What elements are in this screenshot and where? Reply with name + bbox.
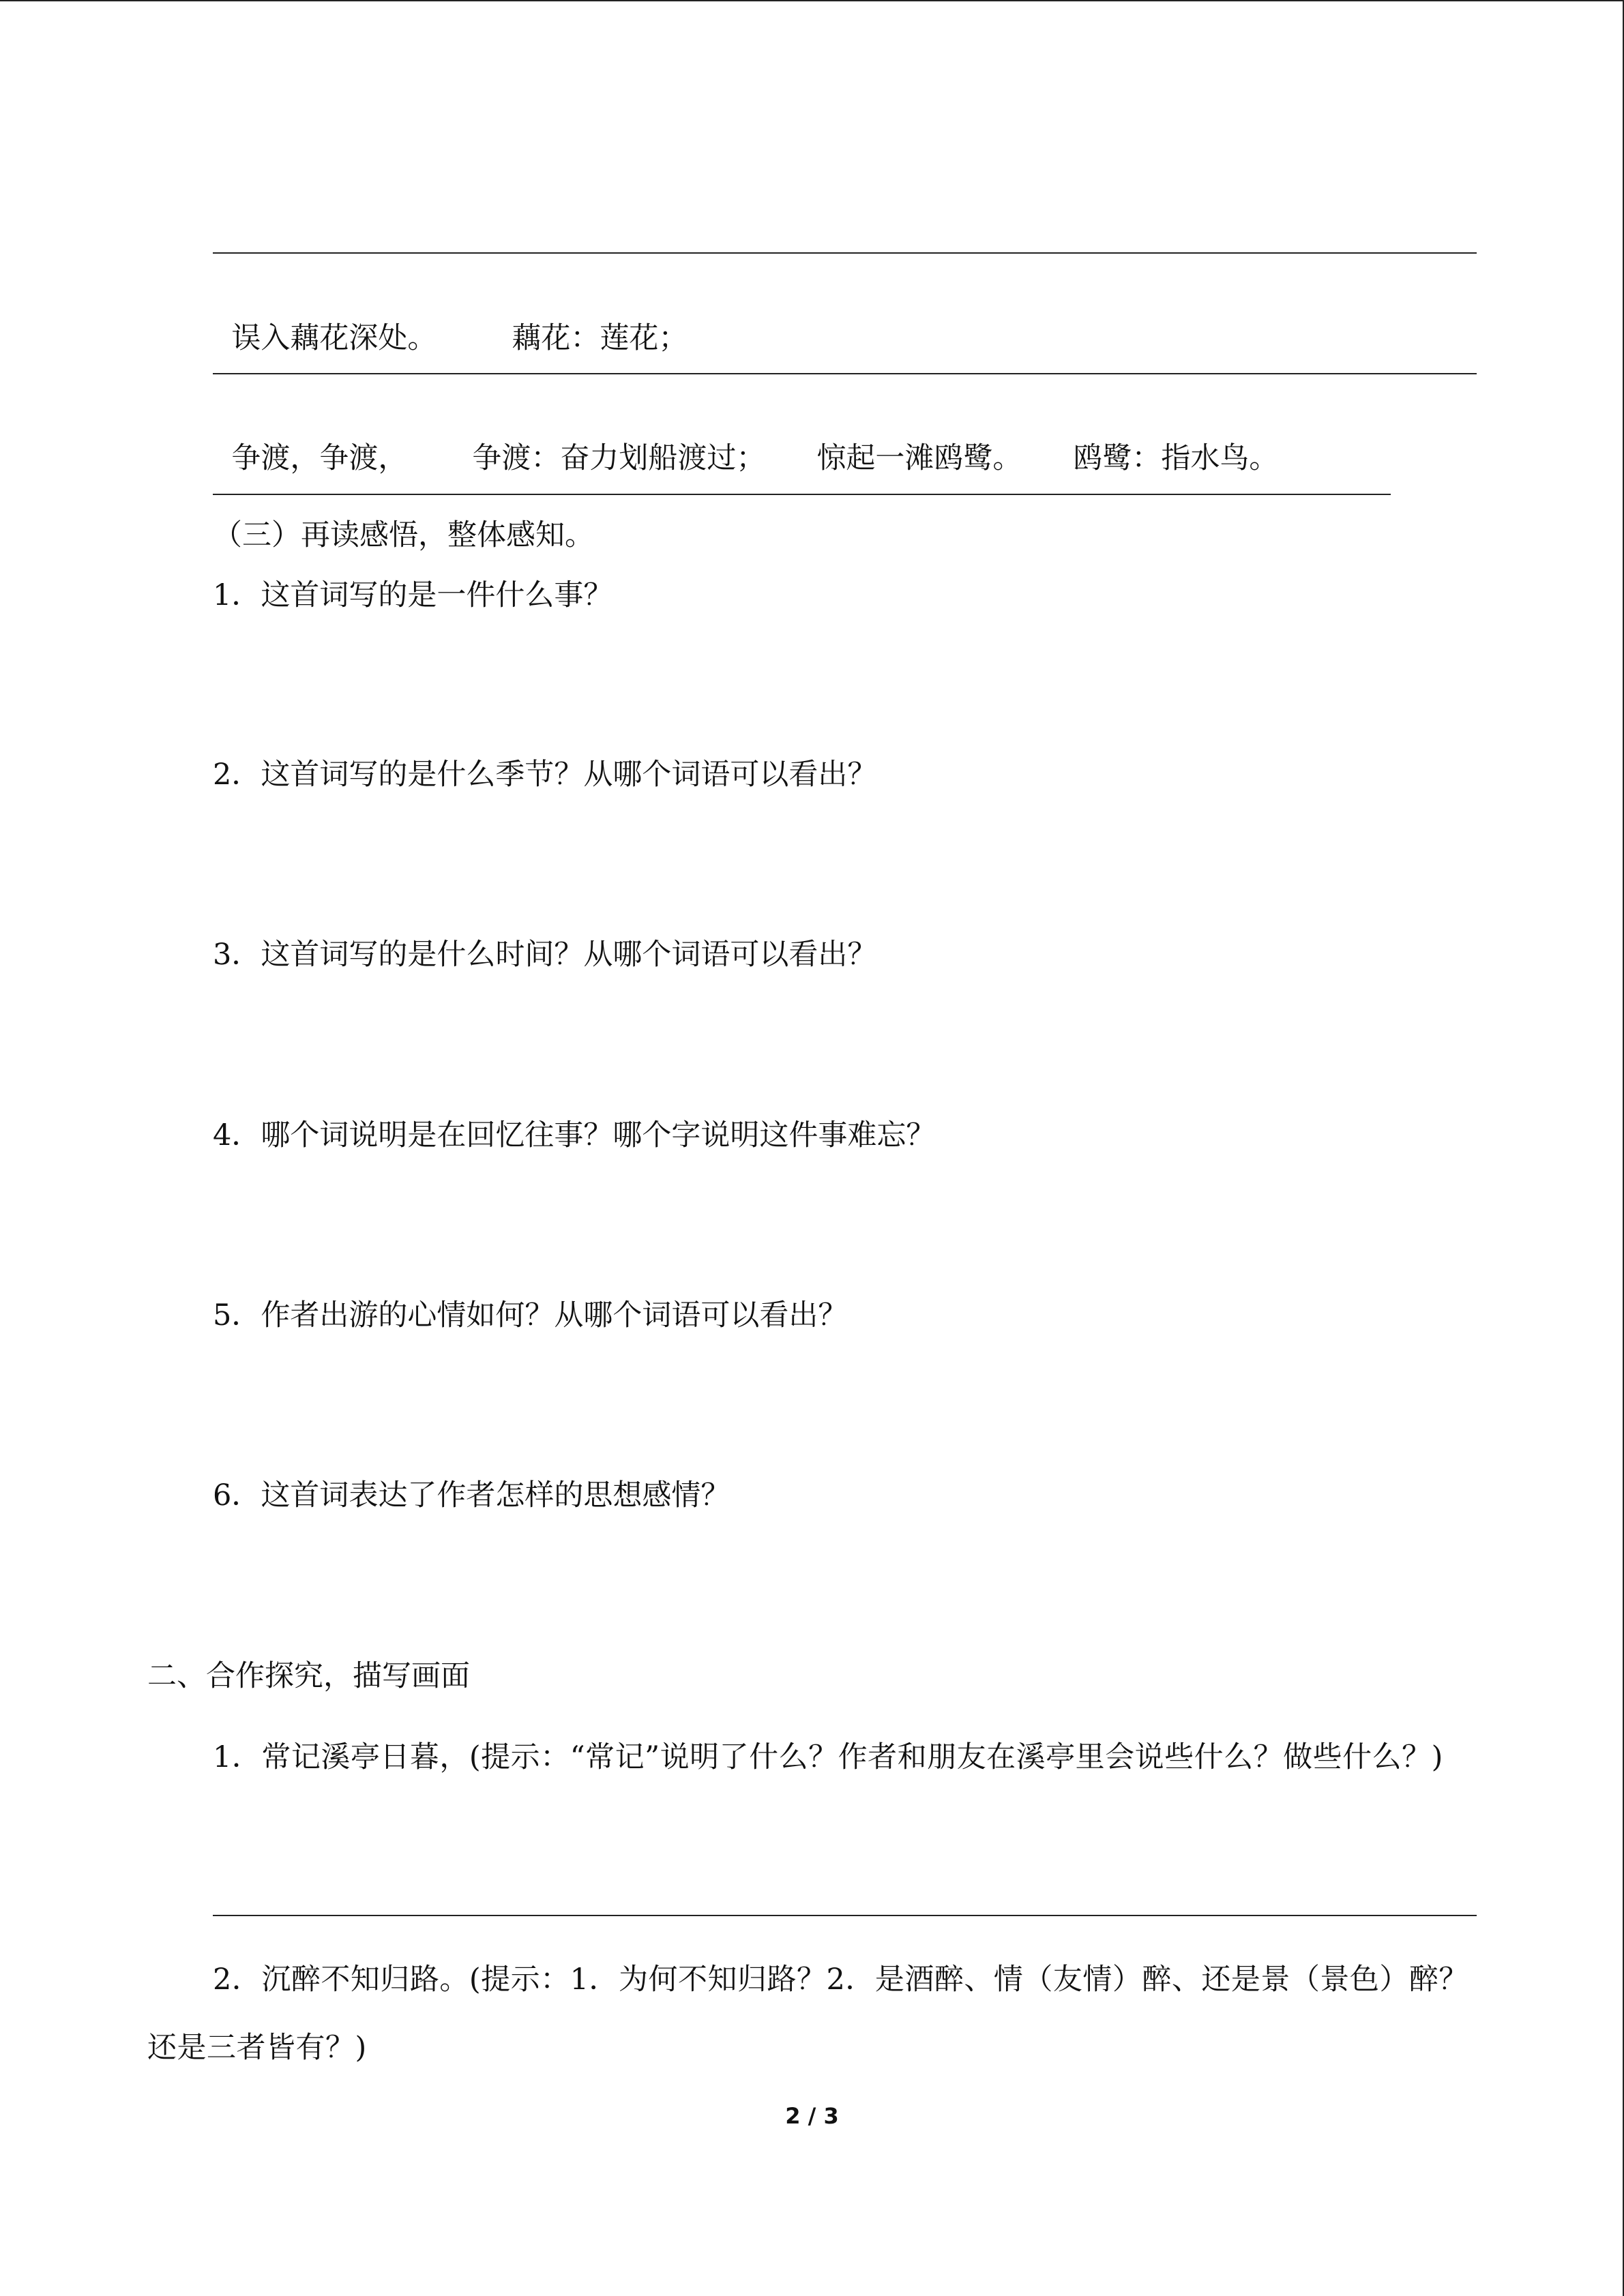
question-6: 6．这首词表达了作者怎样的思想感情？	[213, 1478, 730, 1512]
exploration-item-1: 1．常记溪亭日暮，(提示：“常记”说明了什么？作者和朋友在溪亭里会说些什么？做些什么？)	[213, 1740, 1443, 1774]
exploration-item-2: 2．沉醉不知归路。(提示：1．为何不知归路？2．是酒醉、情（友情）醉、还是景（景色）醉？还是三者皆有？)	[147, 1963, 1468, 2065]
answer-line	[213, 252, 1477, 254]
section-heading: （三）再读感悟，整体感知。	[213, 518, 594, 552]
section-heading: 二、合作探究，描写画面	[147, 1659, 470, 1693]
answer-line	[213, 373, 1477, 374]
answer-line	[213, 1915, 1477, 1916]
vocab-gloss: 鸥鹭：指水鸟。	[1073, 441, 1279, 475]
question-4: 4．哪个词说明是在回忆往事？哪个字说明这件事难忘？	[213, 1118, 936, 1152]
question-5: 5．作者出游的心情如何？从哪个词语可以看出？	[213, 1298, 848, 1332]
vocab-gloss: 藕花：莲花；	[512, 321, 688, 355]
vocab-line-1	[213, 277, 688, 359]
question-2: 2．这首词写的是什么季节？从哪个词语可以看出？	[213, 758, 877, 792]
vocab-word: 惊起一滩鸥鹭。	[816, 441, 1022, 475]
vocab-word: 争渡，争渡，	[231, 441, 408, 475]
page-number: 2 / 3	[785, 2103, 839, 2129]
vocab-gloss: 争渡：奋力划船渡过；	[472, 441, 766, 475]
question-1: 1．这首词写的是一件什么事？	[213, 578, 613, 612]
vocab-line-2	[213, 397, 1278, 479]
answer-line	[213, 494, 1391, 495]
question-3: 3．这首词写的是什么时间？从哪个词语可以看出？	[213, 938, 877, 972]
vocab-word: 误入藕花深处。	[231, 321, 437, 355]
